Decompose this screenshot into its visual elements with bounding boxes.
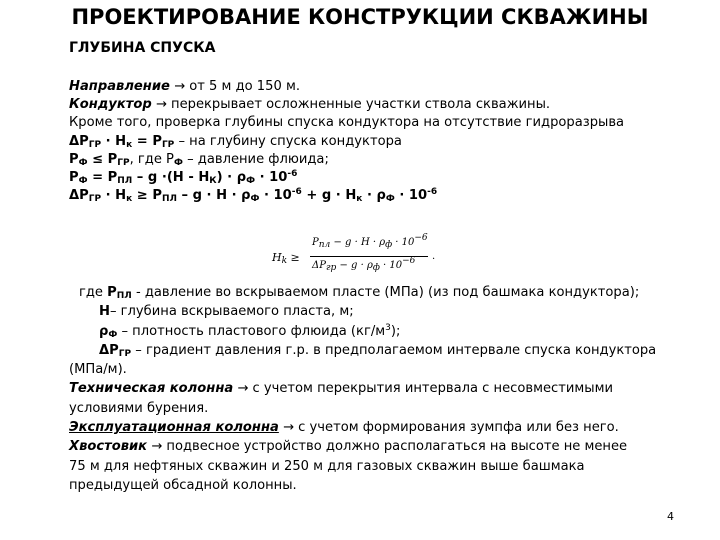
eq-sub: Ф xyxy=(385,194,395,205)
f-sub: пл xyxy=(318,240,331,250)
eq-note: – давление флюида; xyxy=(182,151,329,167)
eq-part: ΔР xyxy=(69,133,89,149)
eq-sub: ГР xyxy=(117,157,130,168)
def-dpgr-unit: (МПа/м). xyxy=(69,362,127,378)
arrow-icon: → xyxy=(237,381,249,397)
eq-sub: Ф xyxy=(250,194,260,205)
eq-part: – g · Н · ρ xyxy=(176,188,251,204)
term-prod-column: Эксплуатационная колонна xyxy=(69,420,279,436)
eq-part: = Р xyxy=(132,133,162,149)
arrow-icon: → xyxy=(151,439,163,455)
eq-sub: ГР xyxy=(161,139,175,150)
eq-sub: ГР xyxy=(88,194,102,205)
f-part: ≥ xyxy=(287,251,300,264)
eq-part: ) · ρ xyxy=(216,170,247,186)
line-text: с учетом формирования зумпфа или без него. xyxy=(294,420,619,436)
term-napravlenie: Направление xyxy=(69,79,170,94)
f-part: P xyxy=(312,237,319,248)
eq-part: · 10 xyxy=(259,188,292,204)
line-prod-column xyxy=(69,418,699,437)
f-sub: ф xyxy=(385,240,393,250)
f-sub: гр xyxy=(325,263,337,273)
page-number: 4 xyxy=(667,510,674,523)
def-ppl xyxy=(69,283,699,302)
eq-part: = Р xyxy=(87,170,118,186)
f-part: · 10 xyxy=(379,260,403,271)
eq-sub: Ф xyxy=(78,176,88,187)
arrow-icon: → xyxy=(155,97,167,113)
f-part: − g · ρ xyxy=(336,260,373,271)
eq-sub: к xyxy=(356,194,363,205)
f-sup: −6 xyxy=(414,233,428,243)
eq-part: , xyxy=(129,151,134,167)
term-liner: Хвостовик xyxy=(69,439,148,455)
f-sub: ф xyxy=(372,263,380,273)
def-text: ); xyxy=(390,323,401,339)
eq-note: где Р xyxy=(133,151,174,167)
def-symbol: ΔР xyxy=(99,342,119,358)
eq-sub: к xyxy=(126,139,133,150)
line-tech-column xyxy=(69,379,699,398)
def-text: – глубина вскрываемого пласта, м; xyxy=(109,304,354,320)
lower-text-block xyxy=(69,283,699,495)
eq-part: Р xyxy=(69,170,79,186)
eq-sup: -6 xyxy=(287,169,298,180)
f-part: ΔP xyxy=(312,260,326,271)
eq-sub: К xyxy=(209,176,217,187)
equation-pf-le-pgr xyxy=(69,151,699,169)
eq-part: · Н xyxy=(101,188,127,204)
eq-part: · ρ xyxy=(362,188,386,204)
def-symbol: Р xyxy=(107,285,117,300)
upper-text-block xyxy=(69,78,699,205)
def-sub: ПЛ xyxy=(116,291,132,301)
eq-sup: -6 xyxy=(291,187,302,198)
def-text: – плотность пластового флюида (кг/м xyxy=(117,323,386,339)
arrow-icon: → xyxy=(283,420,295,436)
equation-inequality xyxy=(69,187,699,205)
f-part: Н xyxy=(272,251,282,264)
def-symbol: ρ xyxy=(99,323,109,339)
line-text: с учетом перекрытия интервала с несовместимыми xyxy=(248,381,613,397)
line-liner xyxy=(69,437,699,456)
eq-part: + g · Н xyxy=(301,188,357,204)
equation-pf xyxy=(69,169,699,187)
f-part: − g · H · ρ xyxy=(330,237,386,248)
line-text: подвесное устройство должно располагаться на высоте не менее xyxy=(162,439,628,455)
eq-part: ΔР xyxy=(69,188,89,204)
def-sub: ГР xyxy=(118,348,132,359)
eq-part: · 10 xyxy=(394,188,428,204)
eq-part: · 10 xyxy=(255,170,288,186)
def-dpgr xyxy=(69,341,699,360)
term-tech-column: Техническая колонна xyxy=(69,381,234,397)
def-text: – градиент давления г.р. в предполагаемом интервале спуска кондуктора xyxy=(131,342,657,358)
f-part: · 10 xyxy=(392,237,415,248)
def-sub: Ф xyxy=(108,329,118,340)
equation-grp xyxy=(69,133,699,151)
line-liner-cont1: 75 м для нефтяных скважин и 250 м для газовых скважин выше башмака xyxy=(69,458,585,474)
formula-denominator xyxy=(312,256,416,273)
eq-sub: ПЛ xyxy=(117,176,133,187)
line-text: от 5 м до 150 м. xyxy=(185,79,300,94)
eq-sub: ПЛ xyxy=(161,194,177,205)
eq-sub: ГР xyxy=(88,139,102,150)
def-symbol: Н xyxy=(99,304,110,320)
line-krome-togo: Кроме того, проверка глубины спуска кондуктора на отсутствие гидроразрыва xyxy=(69,115,625,131)
line-napravlenie xyxy=(69,78,699,96)
line-liner-cont2: предыдущей обсадной колонны. xyxy=(69,477,297,493)
def-h xyxy=(69,302,699,321)
eq-note: – на глубину спуска кондуктора xyxy=(174,133,402,149)
eq-part: ≤ Р xyxy=(87,151,118,167)
eq-part: · Н xyxy=(101,133,127,149)
eq-part: Р xyxy=(69,151,79,167)
eq-sup: -6 xyxy=(427,187,438,198)
line-konduktor xyxy=(69,96,699,114)
line-text: перекрывает осложненные участки ствола скважины. xyxy=(166,97,551,113)
formula-numerator xyxy=(312,233,428,250)
fraction-formula xyxy=(272,234,442,282)
line-tech-column-cont: условиями бурения. xyxy=(69,400,209,416)
eq-part: ≥ Р xyxy=(132,188,162,204)
eq-sub: к xyxy=(126,194,133,205)
def-text: - давление во вскрываемом пласте (МПа) (из под башмака кондуктора); xyxy=(131,285,640,300)
formula-period: . xyxy=(432,251,436,262)
slide-subtitle: ГЛУБИНА СПУСКА xyxy=(69,40,216,56)
f-sub: k xyxy=(281,256,288,266)
eq-part: – g ·(Н - Н xyxy=(132,170,210,186)
formula-lhs xyxy=(272,251,300,264)
slide-title: ПРОЕКТИРОВАНИЕ КОНСТРУКЦИИ СКВАЖИНЫ xyxy=(71,5,649,29)
term-konduktor: Кондуктор xyxy=(69,97,152,113)
f-sup: −6 xyxy=(402,256,416,266)
eq-sub: Ф xyxy=(173,157,183,168)
def-part: где xyxy=(79,285,108,300)
arrow-icon: → xyxy=(174,79,186,94)
eq-sub: Ф xyxy=(78,157,88,168)
eq-sub: Ф xyxy=(246,176,256,187)
def-sup: 3 xyxy=(385,322,391,333)
def-rho xyxy=(69,322,699,341)
